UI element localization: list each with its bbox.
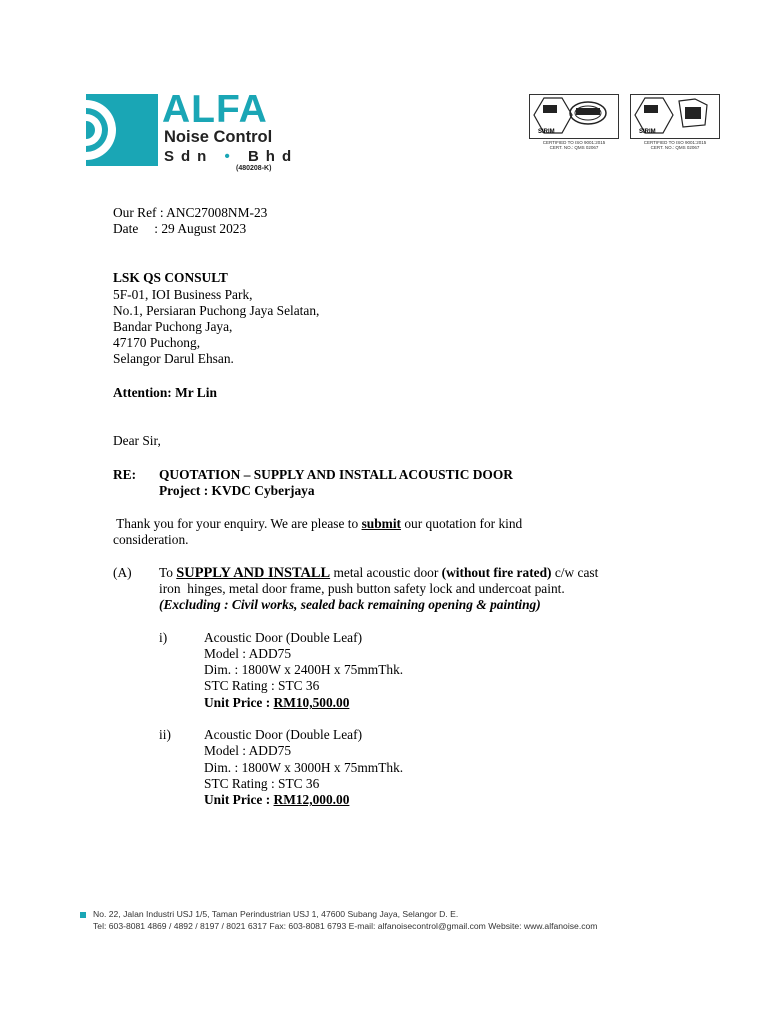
- item-stc-rating: STC Rating : STC 36: [204, 776, 320, 791]
- footer-bullet-icon: [80, 912, 86, 918]
- intro-paragraph: Thank you for your enquiry. We are please to submit our quotation for kind: [113, 516, 523, 531]
- cert-mark-label: SIRIM: [639, 129, 656, 135]
- our-reference: Our Ref : ANC27008NM-23: [113, 205, 268, 220]
- item-unit-price: Unit Price : RM10,500.00: [204, 695, 350, 710]
- item-stc-rating: STC Rating : STC 36: [204, 678, 320, 693]
- salutation: Dear Sir,: [113, 433, 161, 448]
- section-a-exclusion: (Excluding : Civil works, sealed back remaining opening & painting): [159, 597, 541, 612]
- item-unit-price: Unit Price : RM12,000.00: [204, 792, 350, 807]
- certification-mark-1: [529, 94, 619, 139]
- section-a-description-line2: iron hinges, metal door frame, push button safety lock and undercoat paint.: [159, 581, 565, 596]
- brand-subtitle: Noise Control: [164, 128, 273, 146]
- item-dimensions: Dim. : 1800W x 2400H x 75mmThk.: [204, 662, 404, 677]
- date-line: Date : 29 August 2023: [113, 221, 247, 236]
- recipient-company: LSK QS CONSULT: [113, 270, 228, 285]
- brand-name: ALFA: [162, 88, 268, 131]
- company-logo: [86, 88, 316, 176]
- item-model: Model : ADD75: [204, 646, 292, 661]
- recipient-address-line: Selangor Darul Ehsan.: [113, 351, 234, 366]
- subject-project: Project : KVDC Cyberjaya: [159, 483, 315, 498]
- attention-line: Attention: Mr Lin: [113, 385, 217, 400]
- footer-contact: Tel: 603-8081 4869 / 4892 / 8197 / 8021 6317 Fax: 603-8081 6793 E-mail: alfanoisecontrol@gmail.com Website: www.alfanoise.com: [93, 921, 598, 931]
- intro-paragraph-line2: consideration.: [113, 532, 189, 547]
- certification-caption-1: CERTIFIED TO ISO 9001:2015 CERT. NO.: QMS 02067: [542, 140, 606, 150]
- recipient-address-line: 5F-01, IOI Business Park,: [113, 287, 253, 302]
- item-index: ii): [159, 727, 171, 742]
- cert-mark-label: SIRIM: [538, 129, 555, 135]
- footer-address: No. 22, Jalan Industri USJ 1/5, Taman Perindustrian USJ 1, 47600 Subang Jaya, Selangor D. E.: [93, 909, 459, 919]
- item-index: i): [159, 630, 168, 645]
- item-dimensions: Dim. : 1800W x 3000H x 75mmThk.: [204, 760, 404, 775]
- brand-suffix: Sdn • Bhd: [164, 148, 299, 165]
- subject-re-label: RE:: [113, 467, 137, 482]
- recipient-address-line: Bandar Puchong Jaya,: [113, 319, 233, 334]
- item-name: Acoustic Door (Double Leaf): [204, 727, 363, 742]
- company-registration: (480208-K): [236, 165, 272, 172]
- subject-title: QUOTATION – SUPPLY AND INSTALL ACOUSTIC DOOR: [159, 467, 513, 482]
- section-a-description: To SUPPLY AND INSTALL metal acoustic door (without fire rated) c/w cast: [159, 565, 599, 581]
- sound-wave-logo-icon: [86, 94, 158, 166]
- recipient-address-line: No.1, Persiaran Puchong Jaya Selatan,: [113, 303, 320, 318]
- recipient-address-line: 47170 Puchong,: [113, 335, 201, 350]
- certification-mark-2: [630, 94, 720, 139]
- item-model: Model : ADD75: [204, 743, 292, 758]
- item-name: Acoustic Door (Double Leaf): [204, 630, 363, 645]
- certification-caption-2: CERTIFIED TO ISO 9001:2015 CERT. NO.: QMS 02067: [643, 140, 707, 150]
- section-a-label: (A): [113, 565, 132, 580]
